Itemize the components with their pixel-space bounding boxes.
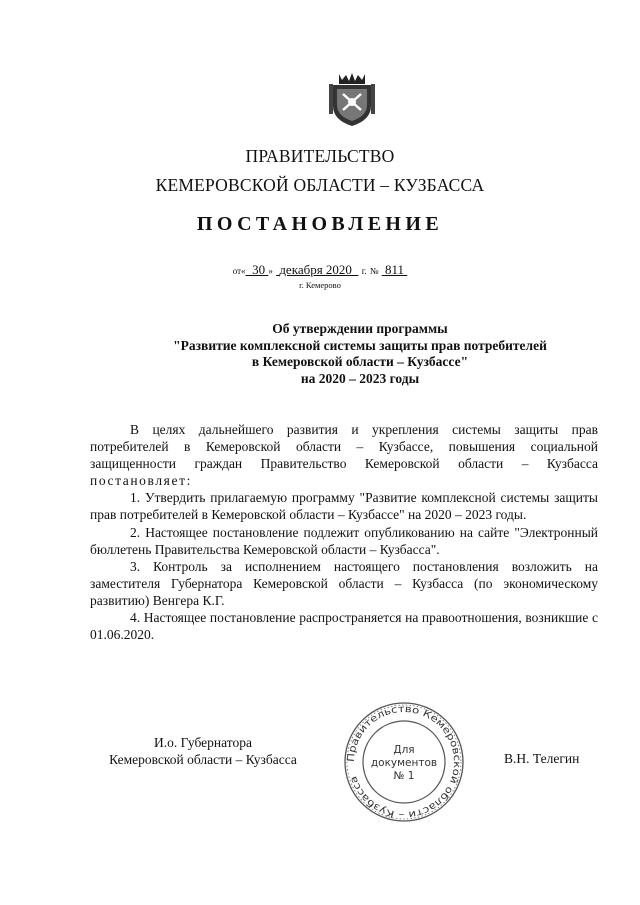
coat-of-arms-icon	[327, 70, 377, 128]
preamble-text: В целях дальнейшего развития и укрепления системы защиты прав потребителей в Кемеровской области – Кузбассе, повышения социальной защищенности граждан Правительство Кемеровской области – Кузбасса	[90, 422, 598, 472]
signatory-position	[88, 734, 318, 768]
date-month-year: декабря 2020	[279, 262, 352, 277]
title-line-1: Об утверждении программы	[272, 321, 448, 336]
title-line-4: на 2020 – 2023 годы	[300, 370, 420, 386]
clause-1: 1. Утвердить прилагаемую программу "Развитие комплексной системы защиты прав потребителей в Кемеровской области – Кузбассе" на 2020 – 2023 годы.	[90, 490, 598, 523]
document-body	[90, 421, 598, 643]
org-name-line1: ПРАВИТЕЛЬСТВО	[245, 146, 395, 166]
date-day: 30	[252, 262, 266, 277]
title-line-3: в Кемеровской области – Кузбассе"	[251, 354, 469, 369]
city-label: г. Кемерово	[299, 280, 341, 290]
official-seal	[343, 701, 465, 823]
clause-3: 3. Контроль за исполнением настоящего постановления возложить на заместителя Губернатора Кемеровской области – Кузбасса (по экономическому развитию) Венгера К.Г.	[90, 558, 598, 608]
date-year-suffix: г.	[361, 266, 367, 276]
decree-word: постановляет:	[90, 473, 192, 489]
date-number-line	[0, 262, 640, 278]
date-close-quote: »	[268, 266, 273, 276]
date-from-label: от«	[232, 266, 246, 276]
preamble-paragraph	[90, 421, 598, 489]
signatory-position-line2: Кемеровской области – Кузбасса	[109, 752, 297, 767]
signatory-name: В.Н. Телегин	[504, 751, 580, 766]
seal-line-3: № 1	[393, 770, 415, 782]
org-name-line2: КЕМЕРОВСКОЙ ОБЛАСТИ – КУЗБАССА	[155, 175, 485, 195]
seal-line-1: Для	[393, 744, 415, 756]
title-line-2: "Развитие комплексной системы защиты прав потребителей	[173, 337, 547, 353]
clause-4: 4. Настоящее постановление распространяется на правоотношения, возникшие с 01.06.2020.	[90, 610, 598, 643]
document-title	[150, 321, 570, 387]
seal-line-2: документов	[370, 757, 438, 769]
number-label: №	[369, 266, 379, 276]
document-type-heading: ПОСТАНОВЛЕНИЕ	[196, 213, 444, 235]
seal-ring-text: Правительство Кемеровской области – Кузбасса	[345, 703, 463, 821]
document-number: 811	[384, 262, 404, 277]
clause-2: 2. Настоящее постановление подлежит опубликованию на сайте "Электронный бюллетень Правительства Кемеровской области – Кузбасса".	[90, 524, 598, 557]
signatory-position-line1: И.о. Губернатора	[153, 735, 252, 750]
